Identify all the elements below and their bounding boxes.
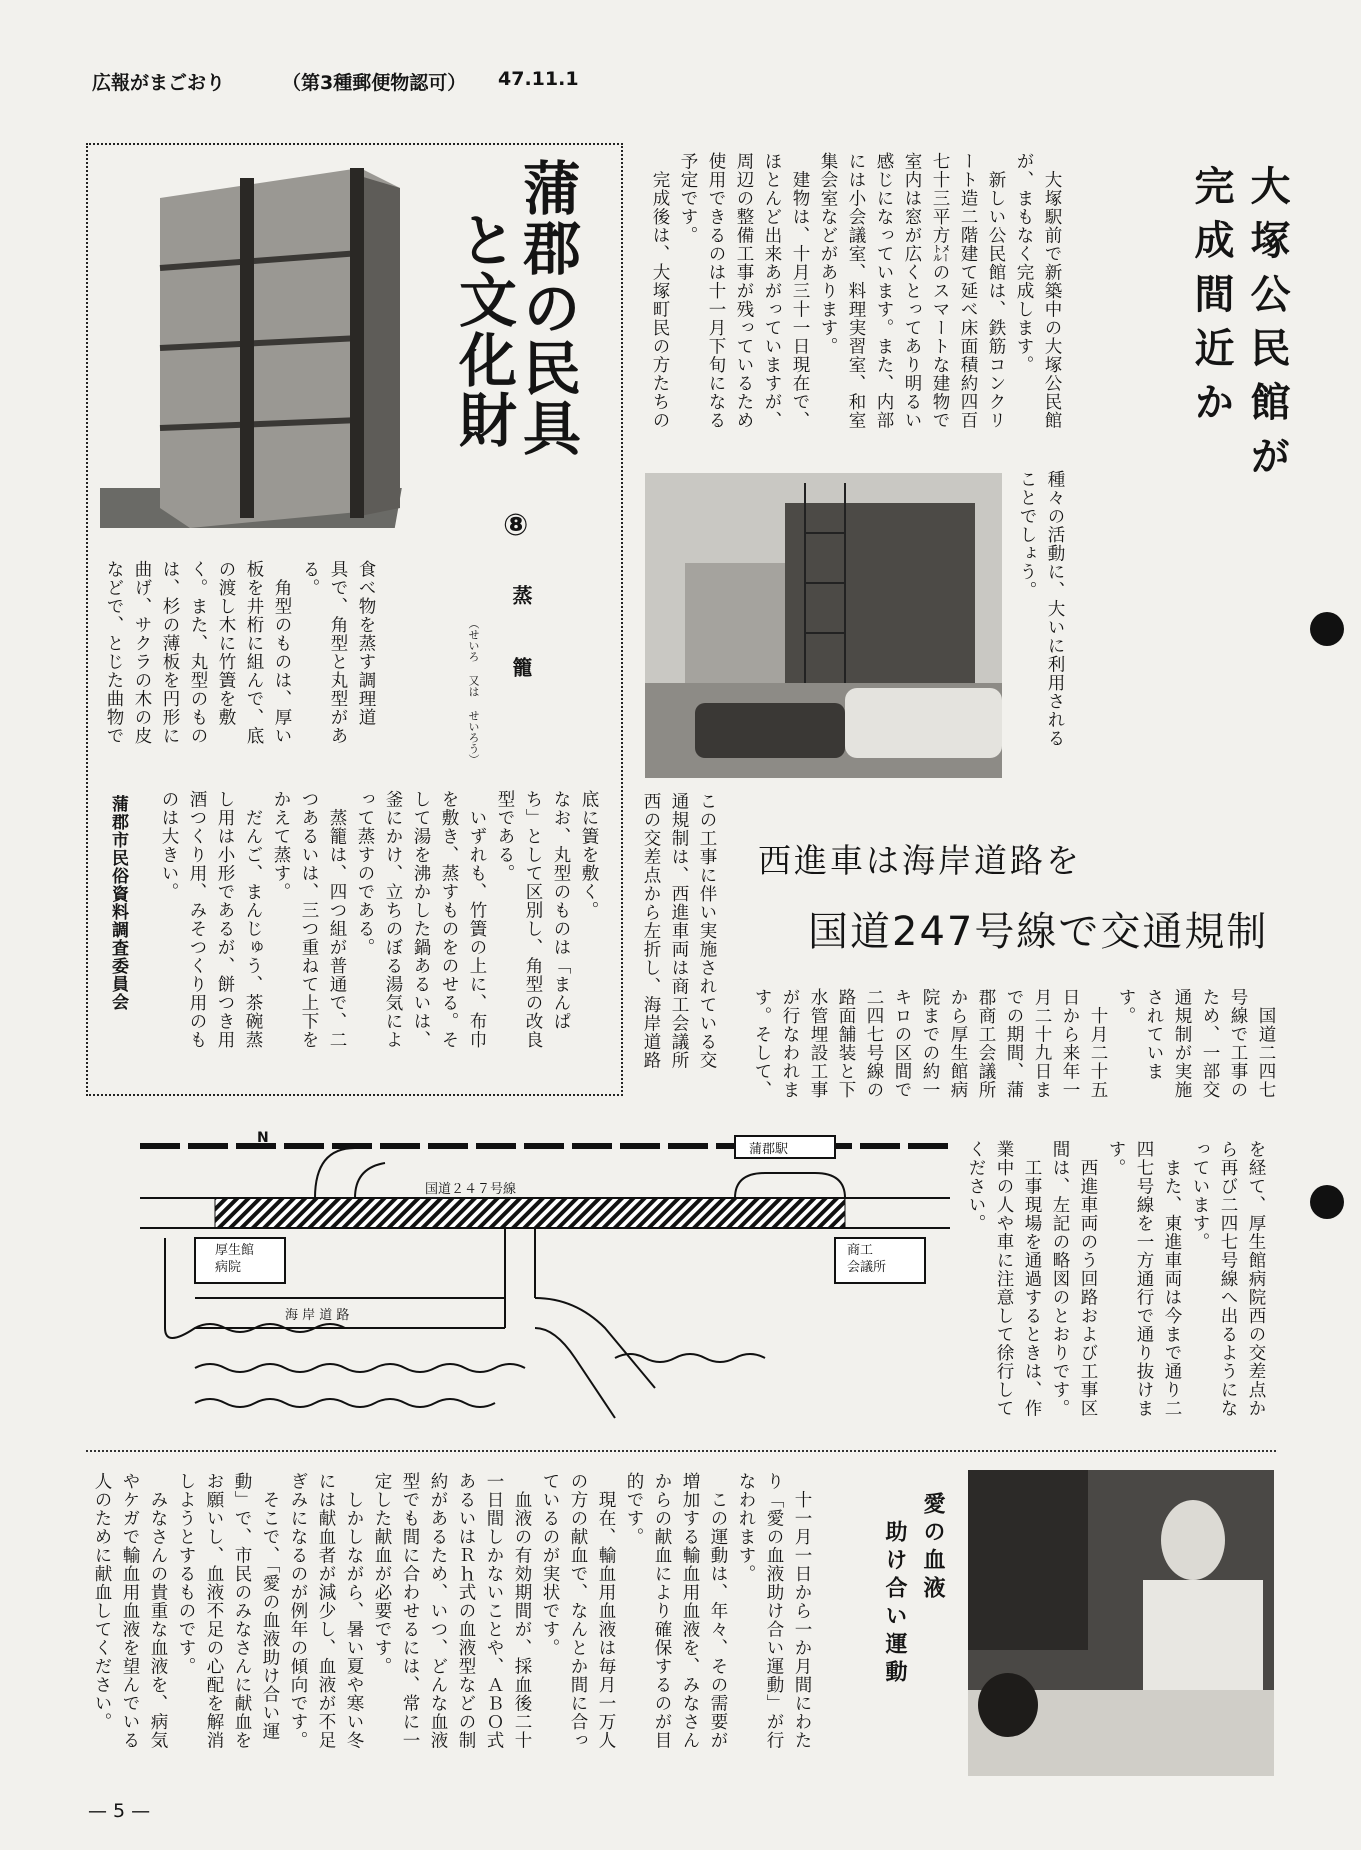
traffic-headline-main: 国道247号線で交通規制 — [808, 909, 1269, 955]
kominkan-headline: 大塚公民館が 完成間近か — [1188, 165, 1290, 489]
blood-headline-1: 愛の血液 — [920, 1492, 945, 1604]
header-title: 広報がまごおり — [92, 72, 226, 94]
traffic-body-3: を経て、厚生館病院西の交差点か ら再び二四七号線へ出るようにな っています。 また、東進車両は今まで通り二 四七号線を一方通行で通り抜けま す。 西進車両のう回路および工事区 間は、左記の略図のとおりです。 工事現場を通過するときは、作 業中の人や車に注意して徐行して ください。 — [966, 1140, 1266, 1418]
header-date: 47.11.1 — [498, 68, 579, 90]
route-map — [135, 1128, 955, 1428]
map-hospital-label: 厚生館 病院 — [215, 1243, 255, 1275]
blood-headline-2: 助け合い運動 — [882, 1520, 907, 1688]
section-divider — [86, 1450, 1276, 1452]
mingu-credit: 蒲郡市民俗資料調査委員会 — [108, 795, 128, 1011]
traffic-headline-sub: 西進車は海岸道路を — [758, 841, 1082, 880]
traffic-body-1: この工事に伴い実施されている交 通規制は、西進車両は商工会議所 西の交差点から左折し、海岸道路 — [641, 792, 717, 1070]
page-number: — 5 — — [88, 1800, 151, 1822]
mingu-title-line1: 蒲郡の民具 — [513, 158, 581, 458]
map-north-label: N — [257, 1130, 269, 1146]
mingu-item-reading: （せいろ 又は せいろう） — [467, 618, 480, 765]
map-station-label: 蒲郡駅 — [749, 1142, 789, 1157]
blood-donation-photo — [968, 1470, 1274, 1776]
kominkan-body: 大塚駅前で新築中の大塚公民館 が、まもなく完成します。 新しい公民館は、鉄筋コンクリ ート造二階建て延べ床面積約四百 七十三平方㍍のスマートな建物で 室内は窓が広くとってあり明るい 感じになっています。また、内部 には小会議室、料理実習室、和室 集会室などがあります。 建物は、十月三十一日現在で、 ほとんど出来あがっていますが、 周辺の整備工事が残っているため 使用できるのは十一月下旬になる 予定です。 完成後は、大塚町民の方たちの — [650, 152, 1062, 430]
blood-body: 十一月一日から一か月間にわた り「愛の血液助け合い運動」が行 なわれます。 この運動は、年々、その需要が 増加する輸血用血液を、みなさん からの献血により確保するのが目 的です。 現在、輸血用血液は毎月一万人 の方の献血で、なんとか間に合っ ているのが実状です。 血液の有効期間が、採血後二十 一日間しかないことや、ＡＢＯ式 あるいはＲｈ式の血液型などの制 約があるため、いつ、どんな血液 型でも間に合わせるには、常に一 定した献血が必要です。 しかしながら、暑い夏や寒い冬 には献血者が減少し、血液が不足 ぎみになるのが例年の傾向です。 そこで、「愛の血液助け合い運 動」で、市民のみなさんに献血を お願いし、血液不足の心配を解消 しようとするものです。 みなさんの貴重な血液を、病気 やケガで輸血用血液を望んでいる 人のために献血してください。 — [92, 1472, 812, 1750]
header-permit: （第3種郵便物認可） — [282, 72, 467, 94]
map-route-label: 国道２４７号線 — [425, 1182, 517, 1197]
mingu-body: 食べ物を蒸す調理道 具で、角型と丸型があ る。 角型のものは、厚い 板を井桁に組んで、底 の渡し木に竹簀を敷 く。また、丸型のもの は、杉の薄板を円形に 曲げ、サクラの木の皮 などで、とじた曲物で — [104, 560, 376, 745]
mingu-title-line2: と文化財 — [449, 210, 517, 450]
traffic-body-2: 国道二四七 号線で工事の ため、一部交 通規制が実施 されています。 十月二十五 日から来年一 月二十九日ま での期間、蒲 郡商工会議所 から厚生館病 院までの約一 キロの区間で 二四七号線の 路面舗装と下 水管埋設工事 が行なわれま す。そして、 — [752, 988, 1276, 1099]
kominkan-photo — [645, 473, 1002, 778]
mingu-item-name: 蒸 籠 — [509, 585, 533, 691]
mingu-body-continued: 底に簀を敷く。 なお、丸型のものは「まんぱ ち」として区別し、角型の改良 型である。 いずれも、竹簀の上に、布巾 を敷き、蒸すものをのせる。そ して湯を沸かした鍋あるいは、 釜にかけ、立ちのぼる湯気によ って蒸すのである。 蒸籠は、四つ組が普通で、二 つあるいは、三つ重ねて上下を かえて蒸す。 だんご、まんじゅう、茶碗蒸 し用は小形であるが、餅つき用 酒つくり用、みそつくり用のも のは大きい。 — [159, 790, 599, 1049]
seiro-photo — [100, 158, 460, 548]
punch-hole-top — [1310, 612, 1344, 646]
mingu-number: ⑧ — [503, 508, 529, 543]
punch-hole-bottom — [1310, 1185, 1344, 1219]
map-coast-label: 海 岸 道 路 — [285, 1308, 350, 1323]
kominkan-body-end: 種々の活動に、大いに利用される ことでしょう。 — [1017, 470, 1065, 748]
map-chamber-label: 商工 会議所 — [847, 1243, 887, 1275]
